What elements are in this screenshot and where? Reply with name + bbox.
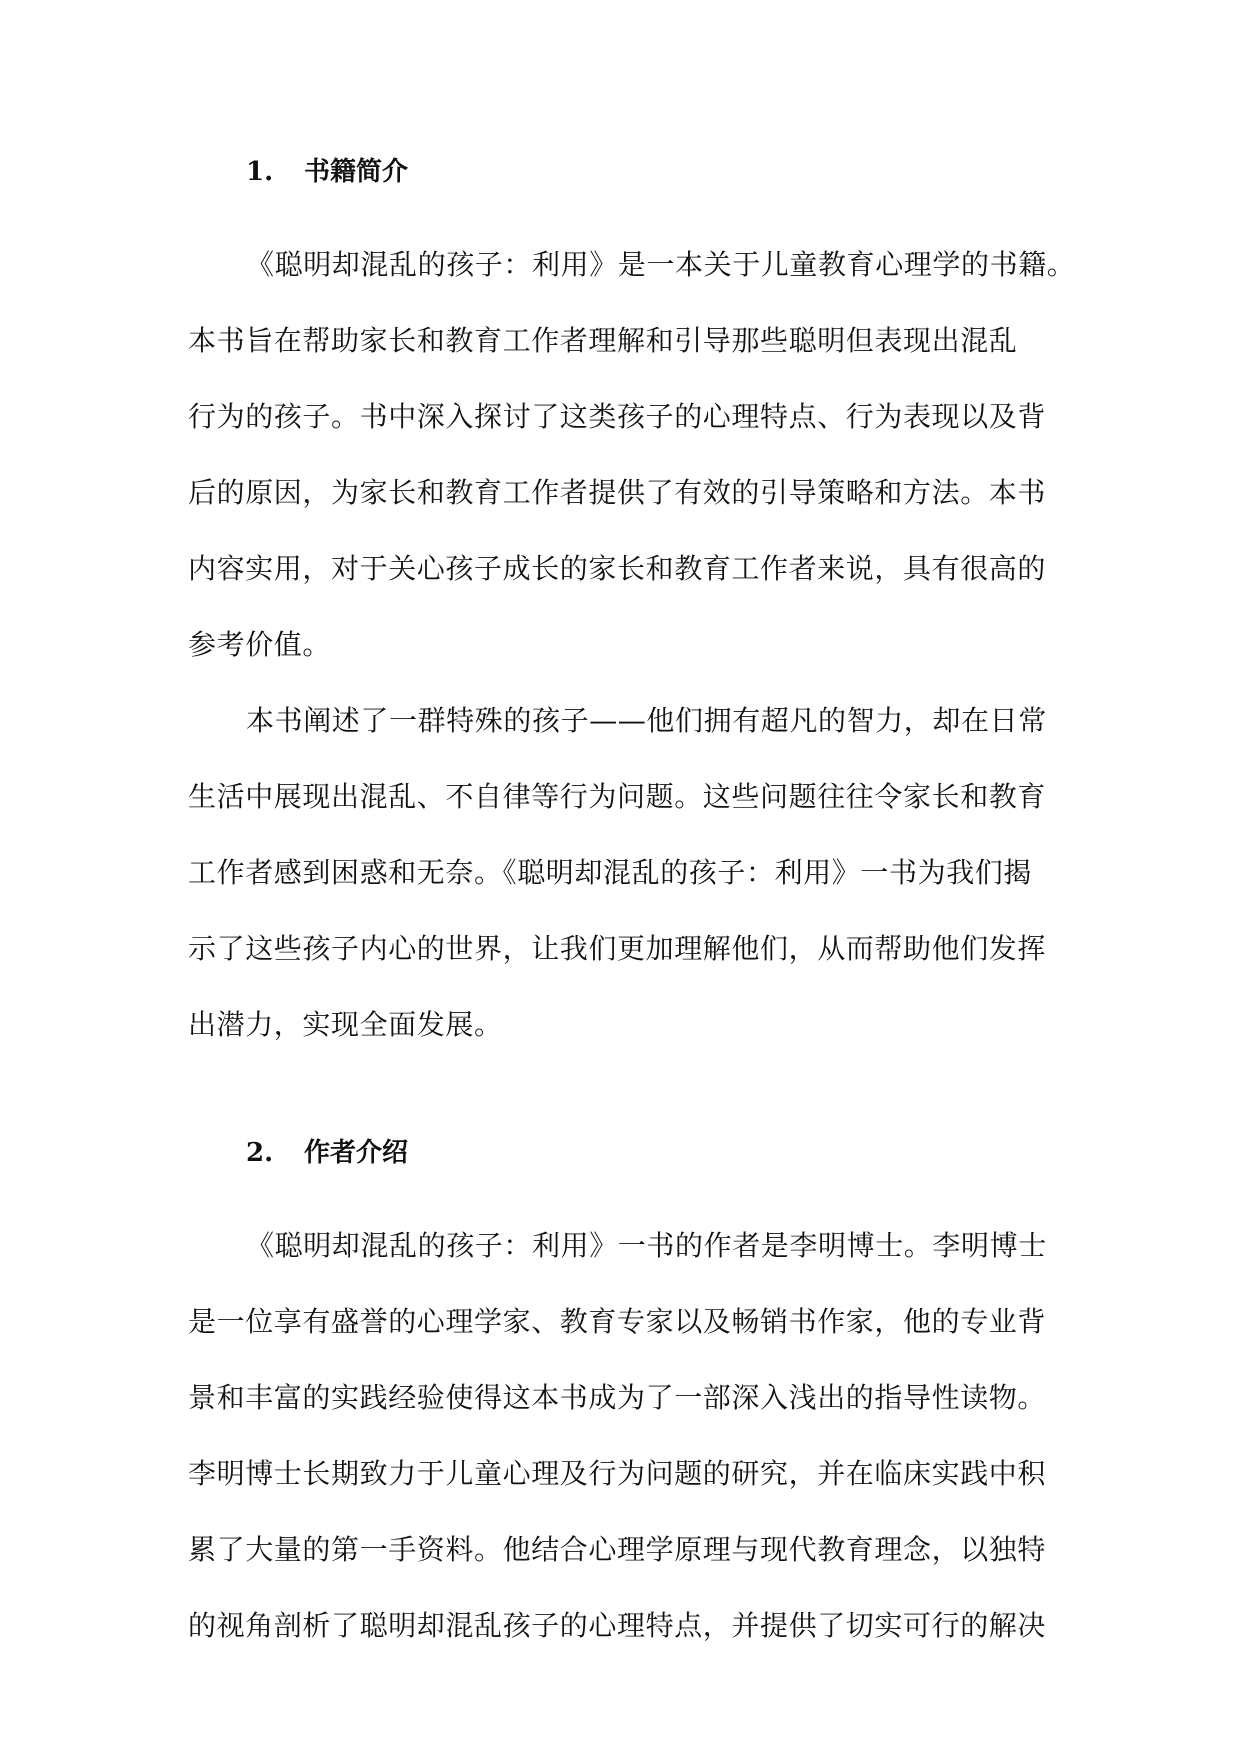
text-line: 内容实用，对于关心孩子成长的家长和教育工作者来说，具有很高的 [188,552,1047,585]
paragraph [188,683,1053,1063]
text-line: 示了这些孩子内心的世界，让我们更加理解他们，从而帮助他们发挥 [188,932,1047,965]
text-column [188,148,1076,1664]
section-number: 2. [246,1138,274,1168]
text-line: 参考价值。 [188,628,332,661]
section-spacer [188,1063,1053,1129]
section-heading [188,1129,1053,1177]
text-line: 累了大量的第一手资料。他结合心理学原理与现代教育理念，以独特 [188,1533,1047,1566]
text-line: 景和丰富的实践经验使得这本书成为了一部深入浅出的指导性读物。 [188,1381,1047,1414]
text-line: 是一位享有盛誉的心理学家、教育专家以及畅销书作家，他的专业背 [188,1305,1047,1338]
section-title: 作者介绍 [304,1138,409,1168]
text-line: 工作者感到困惑和无奈。《聪明却混乱的孩子：利用》一书为我们揭 [188,856,1033,889]
paragraph [188,227,1076,683]
text-line: 本书旨在帮助家长和教育工作者理解和引导那些聪明但表现出混乱 [188,324,1018,357]
text-line: 本书阐述了一群特殊的孩子——他们拥有超凡的智力，却在日常 [246,704,1047,737]
text-line: 行为的孩子。书中深入探讨了这类孩子的心理特点、行为表现以及背 [188,400,1047,433]
text-line: 李明博士长期致力于儿童心理及行为问题的研究，并在临床实践中积 [188,1457,1047,1490]
text-line: 《聪明却混乱的孩子：利用》是一本关于儿童教育心理学的书籍。 [246,248,1076,281]
text-line: 出潜力，实现全面发展。 [188,1008,503,1041]
text-line: 后的原因，为家长和教育工作者提供了有效的引导策略和方法。本书 [188,476,1047,509]
section-heading [188,148,1053,196]
section-number: 1. [246,157,274,187]
text-line: 《聪明却混乱的孩子：利用》一书的作者是李明博士。李明博士 [246,1229,1047,1262]
text-line: 的视角剖析了聪明却混乱孩子的心理特点，并提供了切实可行的解决 [188,1609,1047,1642]
text-line: 生活中展现出混乱、不自律等行为问题。这些问题往往令家长和教育 [188,780,1047,813]
section-title: 书籍简介 [304,157,409,187]
paragraph [188,1208,1053,1664]
